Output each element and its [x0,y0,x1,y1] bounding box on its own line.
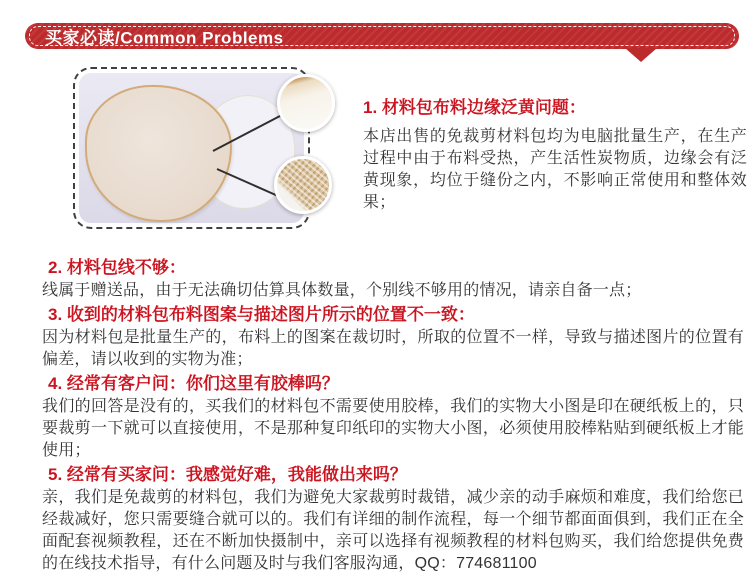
sections-list [42,256,744,575]
section-2-heading: 2. 材料包线不够： [48,258,186,277]
section-1 [363,96,747,214]
section-5-heading: 5. 经常有买家问：我感觉好难，我能做出来吗？ [48,465,407,484]
magnifier-edge-yellowing-icon [277,74,335,132]
section-1-heading: 1. 材料包布料边缘泛黄问题： [363,98,586,117]
section-4-body: 我们的回答是没有的，买我们的材料包不需要使用胶棒，我们的实物大小图是印在硬纸板上的，只要裁剪一下就可以直接使用，不是那种复印纸印的实物大小图，必须使用胶棒粘贴到硬纸板上才能使用； [42,398,744,459]
banner-title: 买家必读/Common Problems [45,28,284,48]
section-4 [42,372,744,462]
fabric-piece-main [85,85,232,222]
fabric-photo [79,73,304,223]
section-2-body: 线属于赠送品，由于无法确切估算具体数量，个别线不够用的情况，请亲自备一点； [42,282,642,299]
banner-pointer-triangle-icon [625,48,657,62]
section-1-body: 本店出售的免裁剪材料包均为电脑批量生产，在生产过程中由于布料受热，产生活性炭物质，边缘会有泛黄现象，均位于缝份之内，不影响正常使用和整体效果； [363,128,747,211]
section-4-heading: 4. 经常有客户问：你们这里有胶棒吗？ [48,374,339,393]
section-5 [42,463,744,575]
section-3-heading: 3. 收到的材料包布料图案与描述图片所示的位置不一致： [48,305,475,324]
section-3-body: 因为材料包是批量生产的，布料上的图案在裁切时，所取的位置不一样，导致与描述图片的位置有偏差，请以收到的实物为准； [42,329,744,368]
section-5-body: 亲，我们是免裁剪的材料包，我们为避免大家裁剪时裁错，减少亲的动手麻烦和难度，我们给您已经裁减好，您只需要缝合就可以的。我们有详细的制作流程，每一个细节都面面俱到，我们正在全面配套视频教程，还在不断加快摄制中，亲可以选择有视频教程的材料包购买，我们给您提供免费的在线技术指导，有什么问题及时与我们客服沟通，QQ：774681100 [42,489,744,572]
common-problems-banner [25,23,739,49]
product-photo-frame [73,67,310,229]
magnifier-weave-texture-icon [274,156,332,214]
section-2 [42,256,744,302]
section-3 [42,303,744,371]
